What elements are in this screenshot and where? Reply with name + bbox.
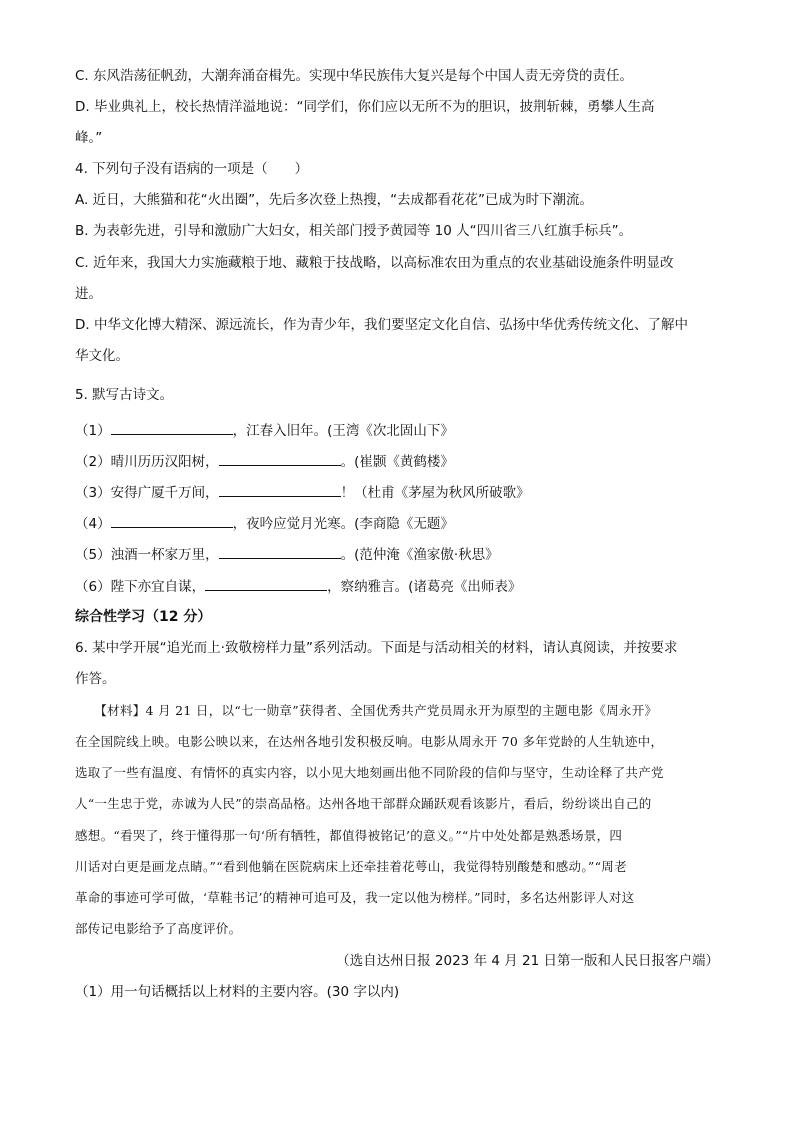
q6-stem-line1: 6. 某中学开展“追光而上·致敬榜样力量”系列活动。下面是与活动相关的材料，请认真阅读，并按要求 [75,640,678,656]
item-pre: 陛下亦宜自谋， [110,579,206,595]
item-post: ，夜吟应觉月光寒。(李商隐《无题》 [232,516,454,532]
item-post: 。(崔颢《黄鹤楼》 [340,454,454,470]
q4-option-c-line2: 进。 [75,286,102,302]
q3-option-d-line1: D. 毕业典礼上，校长热情洋溢地说：“同学们，你们应以无所不为的胆识，披荆斩棘，勇攀人生高 [75,99,655,115]
material-line: 部传记电影给予了高度评价。 [75,921,242,936]
item-number: （6） [75,579,111,595]
item-number: （1） [75,423,111,439]
q4-option-c-line1: C. 近年来，我国大力实施藏粮于地、藏粮于技战略，以高标准农田为重点的农业基础设施条件明显改 [75,255,674,271]
q5-item-3 [75,482,530,503]
item-post: 。(范仲淹《渔家傲·秋思》 [340,547,499,563]
q3-option-c: C. 东风浩荡征帆劲，大潮奔涌奋楫先。实现中华民族伟大复兴是每个中国人责无旁贷的责任。 [75,68,634,84]
q4-option-b: B. 为表彰先进，引导和激励广大妇女，相关部门授予黄园等 10 人“四川省三八红旗手标兵”。 [75,223,633,239]
item-pre: 安得广厦千万间， [110,485,219,501]
fill-blank[interactable] [111,420,233,435]
material-line: 【材料】4 月 21 日，以“七一勋章”获得者、全国优秀共产党员周永开为原型的主题电影《周永开》 [75,703,658,718]
item-post: ，察纳雅言。(诸葛亮《出师表》 [327,579,522,595]
q4-option-d-line2: 华文化。 [75,348,129,364]
material-line: 选取了一些有温度、有情怀的真实内容，以小见大地刻画出他不同阶段的信仰与坚守，生动诠释了共产党 [75,765,664,780]
q5-item-5 [75,544,499,565]
section-heading: 综合性学习（12 分） [75,609,212,625]
fill-blank[interactable] [219,544,341,559]
item-number: （3） [75,485,111,501]
item-number: （5） [75,547,111,563]
q6-stem-line2: 作答。 [75,671,116,687]
fill-blank[interactable] [219,482,341,497]
material-source: （选自达州日报 2023 年 4 月 21 日第一版和人民日报客户端） [336,953,719,969]
fill-blank[interactable] [111,513,233,528]
q5-item-2 [75,451,454,472]
q4-stem: 4. 下列句子没有语病的一项是（ ） [75,161,309,177]
fill-blank[interactable] [205,576,327,591]
material-line: 革命的事迹可学可做，‘草鞋书记’的精神可追可及，我一定以他为榜样。”同时，多名达州影评人对这 [75,890,635,905]
q5-item-4 [75,513,454,534]
material-line: 人“一生忠于党，赤诚为人民”的崇高品格。达州各地干部群众踊跃观看该影片，看后，纷纷谈出自己的 [75,796,652,811]
q4-option-d-line1: D. 中华文化博大精深、源远流长，作为青少年，我们要坚定文化自信、弘扬中华优秀传统文化、了解中 [75,317,688,333]
item-number: （4） [75,516,111,532]
item-pre: 晴川历历汉阳树， [110,454,219,470]
item-post: ！（杜甫《茅屋为秋风所破歌》 [340,485,530,501]
q5-item-6 [75,576,521,597]
q5-stem: 5. 默写古诗文。 [75,387,174,403]
material-line: 在全国院线上映。电影公映以来，在达州各地引发积极反响。电影从周永开 70 多年党龄的人生轨迹中， [75,734,664,749]
fill-blank[interactable] [219,451,341,466]
material-line: 感想。“看哭了，终于懂得那一句‘所有牺牲，都值得被铭记’的意义。”“片中处处都是熟悉场景，四 [75,828,623,843]
q3-option-d-line2: 峰。” [75,130,103,146]
item-pre: 浊酒一杯家万里， [110,547,219,563]
item-number: （2） [75,454,111,470]
q5-item-1 [75,420,454,441]
q6-sub-question-1: （1）用一句话概括以上材料的主要内容。(30 字以内) [75,984,400,1000]
material-line: 川话对白更是画龙点睛。”“看到他躺在医院病床上还牵挂着花萼山，我觉得特别酸楚和感动。”“周老 [75,859,627,874]
item-post: ，江春入旧年。(王湾《次北固山下》 [232,423,454,439]
q4-option-a: A. 近日，大熊猫和花“火出圈”，先后多次登上热搜，“去成都看花花”已成为时下潮流。 [75,192,594,208]
